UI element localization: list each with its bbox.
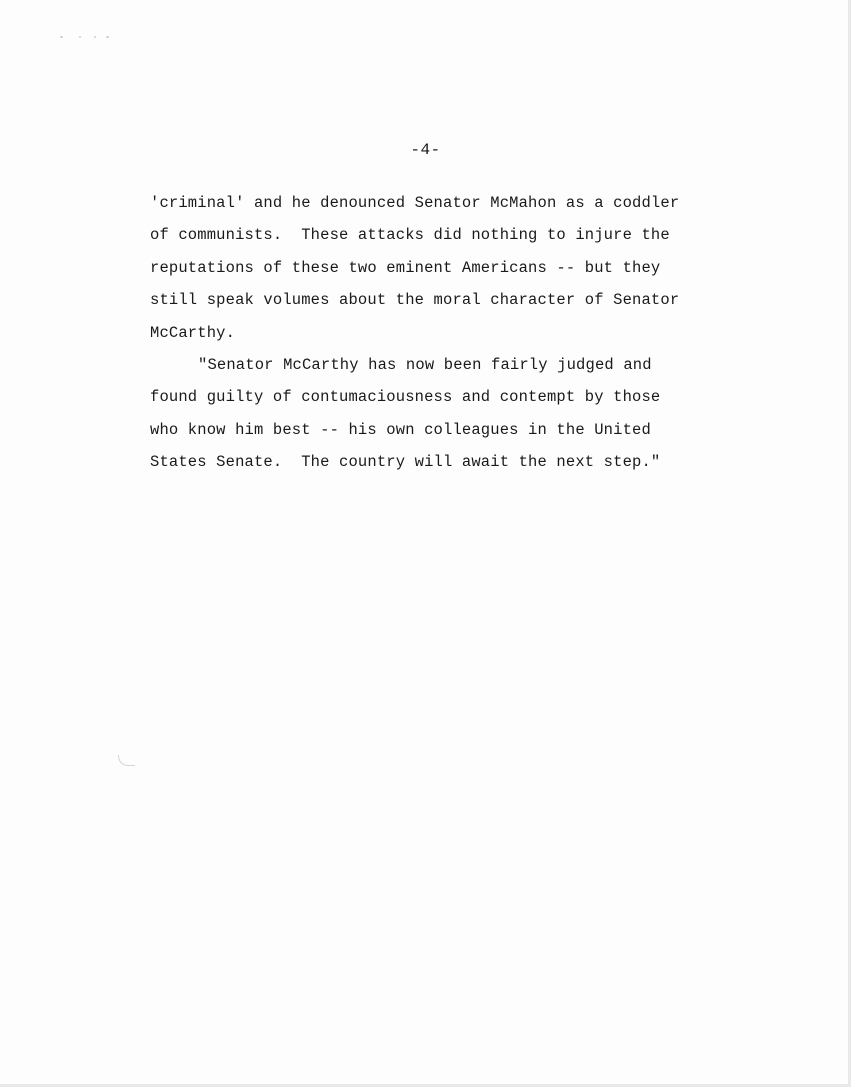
text-line: who know him best -- his own colleagues in the United bbox=[150, 420, 651, 439]
text-line: found guilty of contumaciousness and contempt by those bbox=[150, 388, 661, 407]
paper-speck bbox=[106, 36, 109, 38]
text-line: 'criminal' and he denounced Senator McMahon as a coddler bbox=[150, 194, 680, 212]
text-line: still speak volumes about the moral character of Senator bbox=[150, 291, 680, 310]
text-line: "Senator McCarthy has now been fairly judged and bbox=[198, 356, 652, 375]
text-line: McCarthy. bbox=[150, 323, 236, 342]
paper-speck bbox=[79, 36, 81, 38]
text-line: reputations of these two eminent Americans -- but they bbox=[150, 258, 661, 277]
paper-speck bbox=[94, 36, 96, 38]
page-number: -4- bbox=[410, 141, 441, 159]
text-line: States Senate. The country will await the next step." bbox=[150, 453, 661, 472]
paper-speck bbox=[60, 36, 63, 38]
text-line: of communists. These attacks did nothing to injure the bbox=[150, 226, 670, 245]
paper-mark bbox=[118, 755, 135, 766]
body-text bbox=[150, 187, 710, 479]
